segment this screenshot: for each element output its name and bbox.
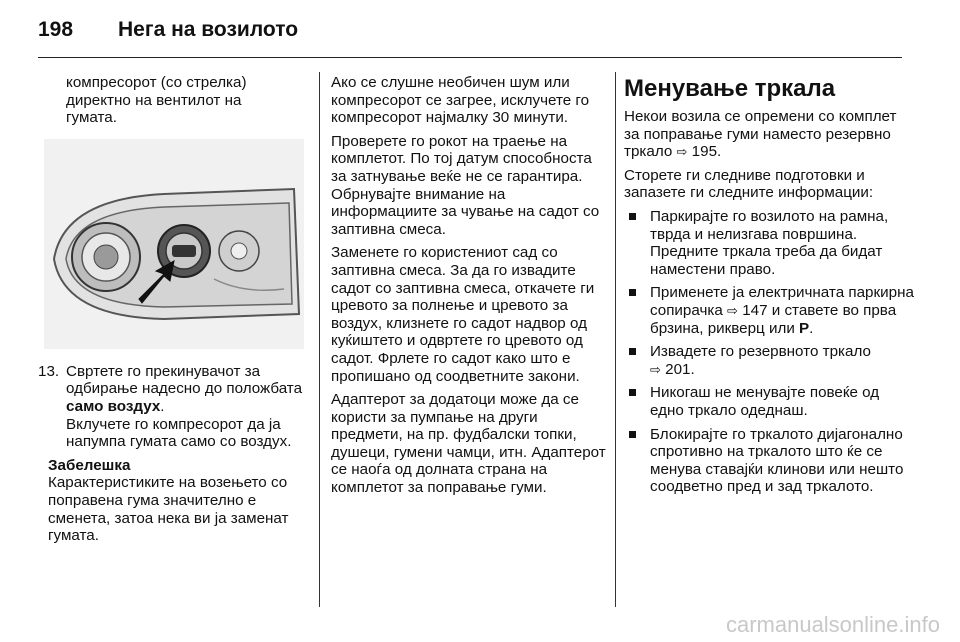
column-divider-2 bbox=[615, 72, 616, 607]
note-text: Карактеристиките на возењето со поправена гума значително е сменета, затоа нека ви ја заменат гумата. bbox=[48, 474, 289, 545]
bullet-square-icon bbox=[629, 213, 636, 220]
intro-paragraph: Некои возила се опремени со комплет за поправање гуми наместо резервно тркало ⇨ 195. bbox=[624, 108, 897, 161]
note-heading: Забелешка bbox=[48, 456, 131, 474]
column-divider-1 bbox=[319, 72, 320, 607]
step-12-continuation: компресорот (со стрелка) директно на вентилот на гумата. bbox=[66, 74, 247, 127]
page-number: 198 bbox=[38, 18, 74, 41]
air-only-label: само воздух bbox=[66, 397, 161, 415]
column-2 bbox=[331, 74, 607, 503]
list-item: Применете ја електричната паркирна сопирачка ⇨ 147 и ставете во прва брзина, рикверц или P. bbox=[624, 284, 914, 337]
page-ref-icon: ⇨ bbox=[676, 144, 688, 160]
page-ref[interactable]: 147 bbox=[742, 301, 768, 319]
section-heading: Менување тркала bbox=[624, 75, 836, 102]
page-ref[interactable]: 195. bbox=[691, 143, 722, 161]
list-item: Блокирајте го тркалото дијагонално спротивно на тркалото што ќе се менува ставајќи клинови или нешто соодветно пред и зад тркалото. bbox=[624, 426, 914, 496]
bullet-square-icon bbox=[629, 431, 636, 438]
paragraph-adapter: Адаптерот за додатоци може да се користи за пумпање на други предмети, на пр. фудбалски топки, душеци, гумени чамци, итн. Адаптерот се наоѓа од долната страна на комплетот за поправање гуми. bbox=[331, 391, 606, 497]
paragraph-replace-sealant: Заменете го користениот сад со заптивна смеса. За да го извадите садот со заптивна смеса, откачете ги цревото за полнење и цревото за воздух, клизнете го садот надвор од куќиштето и одвртете го цревото од садот. Фрлете го садот како што е пропишано од соодветните закони. bbox=[331, 244, 595, 385]
list-item: Извадете го резервното тркало ⇨ 201. bbox=[624, 343, 914, 378]
bullet-square-icon bbox=[629, 389, 636, 396]
chapter-title: Нега на возилото bbox=[118, 18, 299, 41]
column-1 bbox=[38, 74, 308, 551]
paragraph-noise: Ако се слушне необичен шум или компресорот се загрее, исклучете го компресорот најмалку 30 минути. bbox=[331, 74, 590, 127]
compressor-illustration bbox=[44, 139, 304, 349]
bullet-square-icon bbox=[629, 348, 636, 355]
page-ref[interactable]: 201. bbox=[665, 360, 695, 378]
preparation-list bbox=[624, 208, 914, 496]
park-gear-label: P bbox=[799, 319, 810, 337]
page-ref-icon: ⇨ bbox=[650, 361, 661, 377]
page-header bbox=[38, 18, 298, 48]
step-number: 13. bbox=[38, 362, 60, 380]
step-13: 13. Свртете го прекинувачот за одбирање надесно до положбата само воздух. Вклучете го компресорот да ја напумпа гумата само со воздух. bbox=[38, 362, 303, 451]
watermark: carmanualsonline.info bbox=[725, 612, 940, 637]
preparation-paragraph: Сторете ги следниве подготовки и запазете ги следните информации: bbox=[624, 166, 874, 202]
paragraph-expiry: Проверете го рокот на траење на комплетот. По тој датум способноста за затнување веќе не се гарантира. Обрнувајте внимание на информациите за чување на садот со заптивна смеса. bbox=[331, 132, 600, 238]
list-item: Никогаш не менувајте повеќе од едно тркало одеднаш. bbox=[624, 384, 914, 419]
page-ref-icon: ⇨ bbox=[727, 302, 738, 318]
list-item: Паркирајте го возилото на рамна, тврда и нелизгава површина. Предните тркала треба да бидат наместени право. bbox=[624, 208, 914, 278]
compressor-switch-figure bbox=[44, 139, 304, 349]
header-rule bbox=[38, 57, 902, 58]
column-3 bbox=[624, 74, 914, 502]
note-block bbox=[38, 457, 308, 545]
bullet-square-icon bbox=[629, 289, 636, 296]
